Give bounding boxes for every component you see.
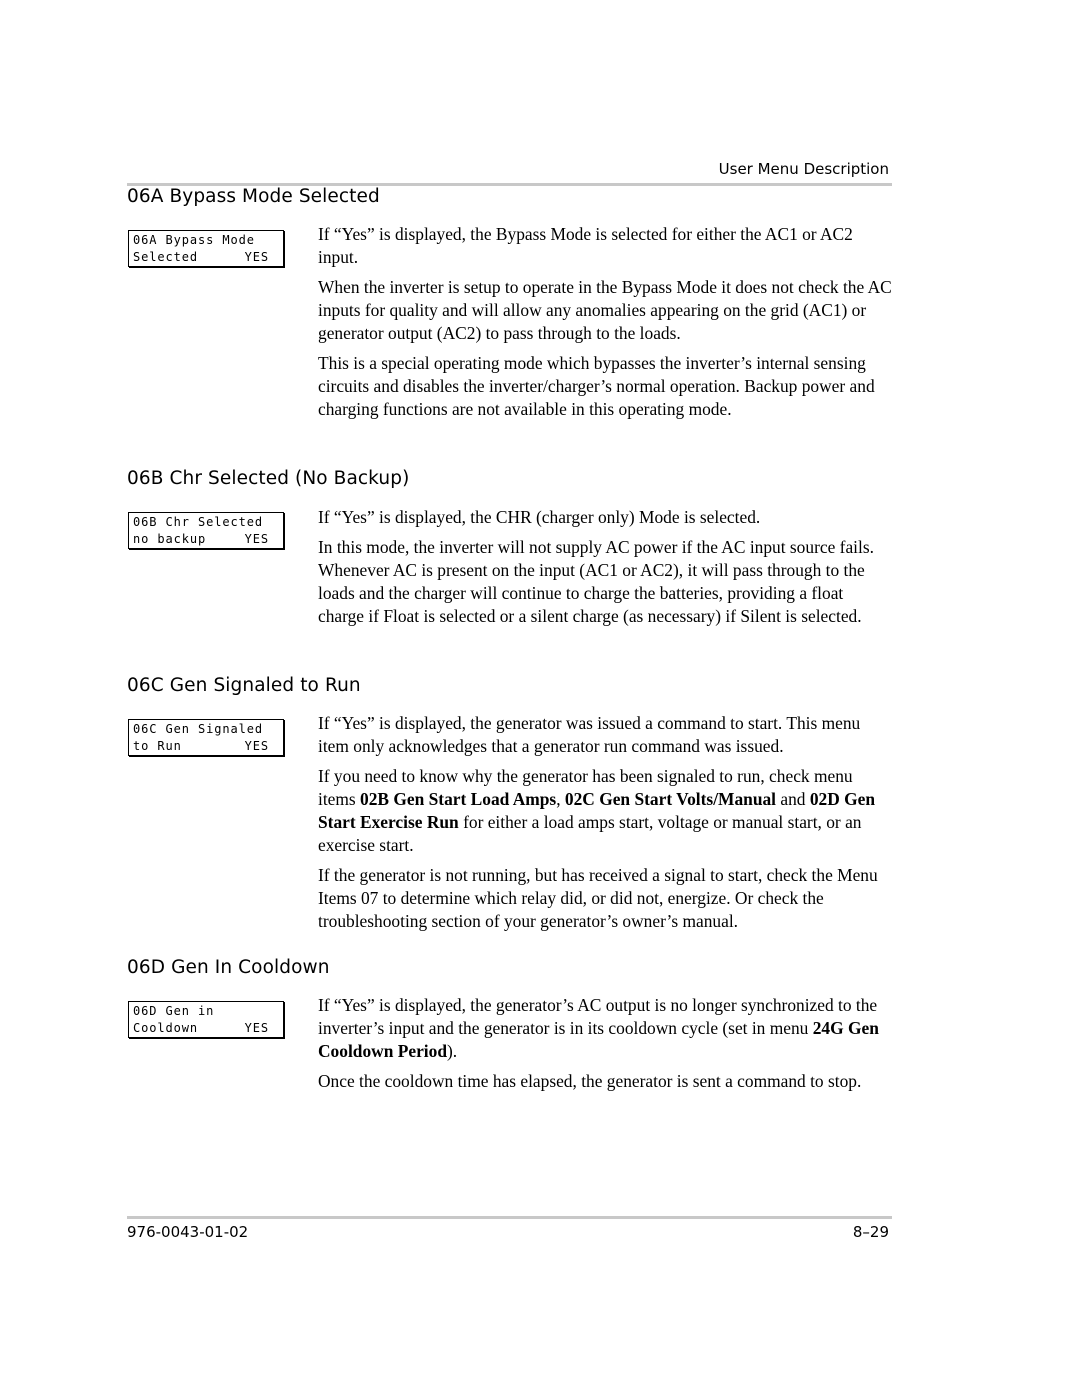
section-body-06a: [318, 223, 892, 428]
lcd-line2-left: Selected: [133, 250, 198, 264]
section-body-06c: [318, 712, 892, 940]
menu-item-reference: 02C Gen Start Volts/Manual: [564, 789, 777, 809]
lcd-display-06b: [128, 512, 284, 549]
paragraph: Once the cooldown time has elapsed, the generator is sent a command to stop.: [318, 1071, 862, 1091]
lcd-display-06d: [128, 1001, 284, 1038]
menu-item-reference: 24G Gen Cooldown Period: [318, 1018, 879, 1061]
lcd-line1: 06C Gen Signaled: [133, 722, 263, 736]
lcd-line2-left: to Run: [133, 739, 182, 753]
paragraph: In this mode, the inverter will not supply AC power if the AC input source fails. Whenever AC is present on the input (AC1 or AC2), it will pass through to the loads and the charger will continue to charge the batteries, providing a float charge if Float is selected or a silent charge (as necessary) if Silent is selected.: [318, 537, 874, 626]
section-title-06b: 06B Chr Selected (No Backup): [127, 468, 410, 489]
paragraph: If “Yes” is displayed, the generator’s AC output is no longer synchronized to the inverter’s input and the generator is in its cooldown cycle (set in menu 24G Gen Cooldown Period).: [318, 995, 879, 1061]
menu-item-reference: 02D Gen Start Exercise Run: [318, 789, 876, 832]
lcd-display-06c: [128, 719, 284, 756]
lcd-line2-left: Cooldown: [133, 1021, 198, 1035]
section-title-06d: 06D Gen In Cooldown: [127, 957, 330, 978]
paragraph: If the generator is not running, but has received a signal to start, check the Menu Items 07 to determine which relay did, or did not, energize. Or check the troubleshooting section of your generator’s owner’s manual.: [318, 865, 878, 931]
paragraph: If you need to know why the generator has been signaled to run, check menu items 02B Gen Start Load Amps, 02C Gen Start Volts/Manual and 02D Gen Start Exercise Run for either a load amps start, voltage or manual start, or an exercise start.: [318, 766, 876, 855]
lcd-line2-left: no backup: [133, 532, 207, 546]
section-body-06d: [318, 994, 892, 1100]
lcd-line1: 06B Chr Selected: [133, 515, 263, 529]
paragraph: If “Yes” is displayed, the CHR (charger only) Mode is selected.: [318, 507, 761, 527]
lcd-display-06a: [128, 230, 284, 267]
section-title-06c: 06C Gen Signaled to Run: [127, 675, 361, 696]
section-title-06a: 06A Bypass Mode Selected: [127, 186, 380, 207]
page-number: 8–29: [852, 1223, 889, 1241]
paragraph: If “Yes” is displayed, the generator was issued a command to start. This menu item only acknowledges that a generator run command was issued.: [318, 713, 861, 756]
lcd-line2-right: YES: [244, 250, 269, 264]
lcd-line1: 06D Gen in: [133, 1004, 215, 1018]
lcd-line2-right: YES: [244, 1021, 269, 1035]
document-number: 976-0043-01-02: [127, 1223, 249, 1241]
paragraph: This is a special operating mode which bypasses the inverter’s internal sensing circuits and disables the inverter/charger’s normal operation. Backup power and charging functions are not available in this operating mode.: [318, 353, 875, 419]
footer-rule: [127, 1216, 892, 1219]
paragraph: If “Yes” is displayed, the Bypass Mode is selected for either the AC1 or AC2 input.: [318, 224, 853, 267]
running-header: User Menu Description: [718, 160, 889, 178]
menu-item-reference: 02B Gen Start Load Amps: [360, 789, 557, 809]
lcd-line1: 06A Bypass Mode: [133, 233, 255, 247]
lcd-line2-right: YES: [244, 739, 269, 753]
section-body-06b: [318, 506, 892, 635]
paragraph: When the inverter is setup to operate in the Bypass Mode it does not check the AC inputs for quality and will allow any anomalies appearing on the grid (AC1) or generator output (AC2) to pass through to the loads.: [318, 277, 892, 343]
lcd-line2-right: YES: [244, 532, 269, 546]
